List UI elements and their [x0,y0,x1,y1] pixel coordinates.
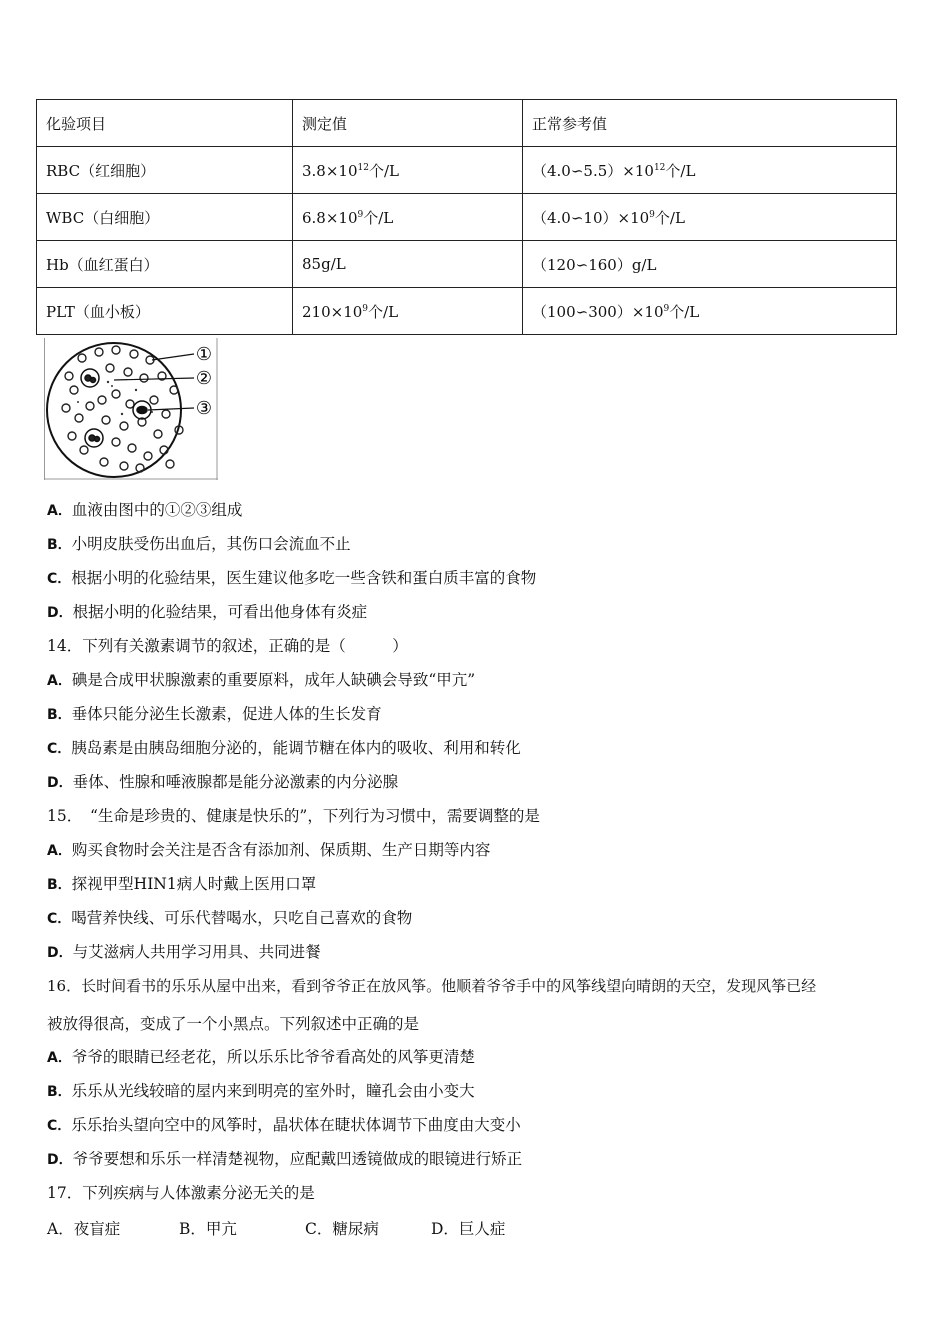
cell-item: WBC（白细胞） [37,194,293,241]
q13-option-c: C．根据小明的化验结果，医生建议他多吃一些含铁和蛋白质丰富的食物 [47,569,537,587]
table-header-row [37,100,897,147]
label-1: ① [195,344,213,365]
q15-option-b: B．探视甲型HIN1病人时戴上医用口罩 [47,875,317,893]
q16-option-c: C．乐乐抬头望向空中的风筝时，晶状体在睫状体调节下曲度由大变小 [47,1116,521,1134]
q15-option-c: C．喝营养快线、可乐代替喝水，只吃自己喜欢的食物 [47,909,413,927]
cell-normal: $(4.0∽10)\times 10^9$个/L [523,194,897,241]
blood-test-table [36,99,897,335]
cell-item: Hb（血红蛋白） [37,241,293,288]
q15-stem: 15． “生命是珍贵的、健康是快乐的”，下列行为习惯中，需要调整的是 [47,807,540,825]
q17-options [47,1219,505,1239]
q16-option-b: B．乐乐从光线较暗的屋内来到明亮的室外时，瞳孔会由小变大 [47,1082,475,1100]
q13-option-d: D．根据小明的化验结果，可看出他身体有炎症 [47,603,368,621]
q16-option-a: A．爷爷的眼睛已经老花，所以乐乐比爷爷看高处的风筝更清楚 [47,1048,475,1066]
cell-item: PLT（血小板） [37,288,293,335]
q17-option-a: A．夜盲症 [47,1220,121,1238]
cell-measured: $210\times 10^9$个/L [293,288,523,335]
table-row [37,288,897,335]
q15-option-a: A．购买食物时会关注是否含有添加剂、保质期、生产日期等内容 [47,841,491,859]
q14-option-b: B．垂体只能分泌生长激素，促进人体的生长发育 [47,705,382,723]
table-row [37,147,897,194]
cell-normal: （120∽160）g/L [523,241,897,288]
q13-option-a: A．血液由图中的①②③组成 [47,501,243,519]
q17-option-c: C．糖尿病 [305,1220,379,1238]
q15-option-d: D．与艾滋病人共用学习用具、共同进餐 [47,943,321,961]
q17-stem: 17．下列疾病与人体激素分泌无关的是 [47,1184,315,1202]
q13-option-b: B．小明皮肤受伤出血后，其伤口会流血不止 [47,535,351,553]
label-3: ③ [195,398,213,419]
cell-normal: $(100∽300)\times 10^9$个/L [523,288,897,335]
q17-option-b: B．甲亢 [179,1220,237,1238]
q14-option-a: A．碘是合成甲状腺激素的重要原料，成年人缺碘会导致“甲亢” [47,671,476,689]
q17-option-d: D．巨人症 [431,1220,506,1238]
q14-option-d: D．垂体、性腺和唾液腺都是能分泌激素的内分泌腺 [47,773,399,791]
q16-stem-line2: 被放得很高，变成了一个小黑点。下列叙述中正确的是 [47,1015,420,1033]
q16-option-d: D．爷爷要想和乐乐一样清楚视物，应配戴凹透镜做成的眼镜进行矫正 [47,1150,523,1168]
cell-measured: 85g/L [293,241,523,288]
header-normal: 正常参考值 [523,100,897,147]
header-item: 化验项目 [37,100,293,147]
table-row [37,241,897,288]
q14-option-c: C．胰岛素是由胰岛细胞分泌的，能调节糖在体内的吸收、利用和转化 [47,739,521,757]
label-2: ② [195,368,213,389]
cell-normal: $(4.0∽5.5)\times 10^{12}$个/L [523,147,897,194]
cell-item: RBC（红细胞） [37,147,293,194]
header-measured: 测定值 [293,100,523,147]
q16-stem-line1: 16．长时间看书的乐乐从屋中出来，看到爷爷正在放风筝。他顺着爷爷手中的风筝线望向晴朗的天空，发现风筝已经 [47,977,817,995]
q14-stem: 14．下列有关激素调节的叙述，正确的是（ ） [47,637,408,655]
cell-measured: $6.8\times 10^9$个/L [293,194,523,241]
cell-measured: $3.8\times 10^{12}$个/L [293,147,523,194]
blood-smear-figure [44,338,218,480]
table-row [37,194,897,241]
